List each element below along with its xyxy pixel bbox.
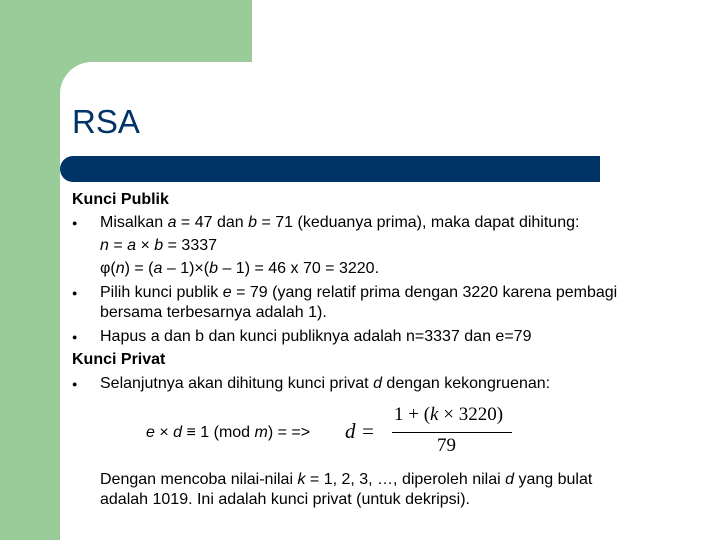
result-line-2: adalah 1019. Ini adalah kunci privat (untuk dekripsi).: [100, 491, 470, 508]
public-key-heading: Kunci Publik: [72, 191, 169, 208]
bullet-icon: [72, 283, 77, 303]
slide-title: RSA: [72, 103, 140, 140]
private-key-heading: Kunci Privat: [72, 351, 166, 368]
n-equation: n = a × b = 3337: [100, 237, 218, 254]
bullet-line-1: Misalkan a = 47 dan b = 71 (keduanya prima), maka dapat dihitung:: [100, 214, 580, 231]
bullet-icon: [72, 213, 77, 233]
formula-numerator: 1 + (k × 3220): [394, 404, 504, 425]
bullet-icon: [72, 327, 77, 347]
formula-lhs: d =: [345, 419, 375, 443]
bullet-line-2: Pilih kunci publik e = 79 (yang relatif prima dengan 3220 karena pembagi: [100, 284, 618, 301]
fraction-line: [392, 432, 512, 433]
formula-denominator: 79: [437, 435, 456, 456]
congruence-text: e × d ≡ 1 (mod m) = =>: [146, 424, 311, 441]
title-underline-bar: [60, 156, 600, 182]
phi-equation: φ(n) = (a – 1)×(b – 1) = 46 x 70 = 3220.: [100, 260, 380, 277]
bullet-line-3: Hapus a dan b dan kunci publiknya adalah n=3337 dan e=79: [100, 328, 532, 345]
d-formula: [345, 404, 517, 460]
result-line-1: Dengan mencoba nilai-nilai k = 1, 2, 3, …, diperoleh nilai d yang bulat: [100, 471, 593, 488]
bullet-line-2-cont: bersama terbesarnya adalah 1).: [100, 304, 327, 321]
bullet-icon: [72, 374, 77, 394]
bullet-line-4: Selanjutnya akan dihitung kunci privat d dengan kekongruenan:: [100, 375, 551, 392]
